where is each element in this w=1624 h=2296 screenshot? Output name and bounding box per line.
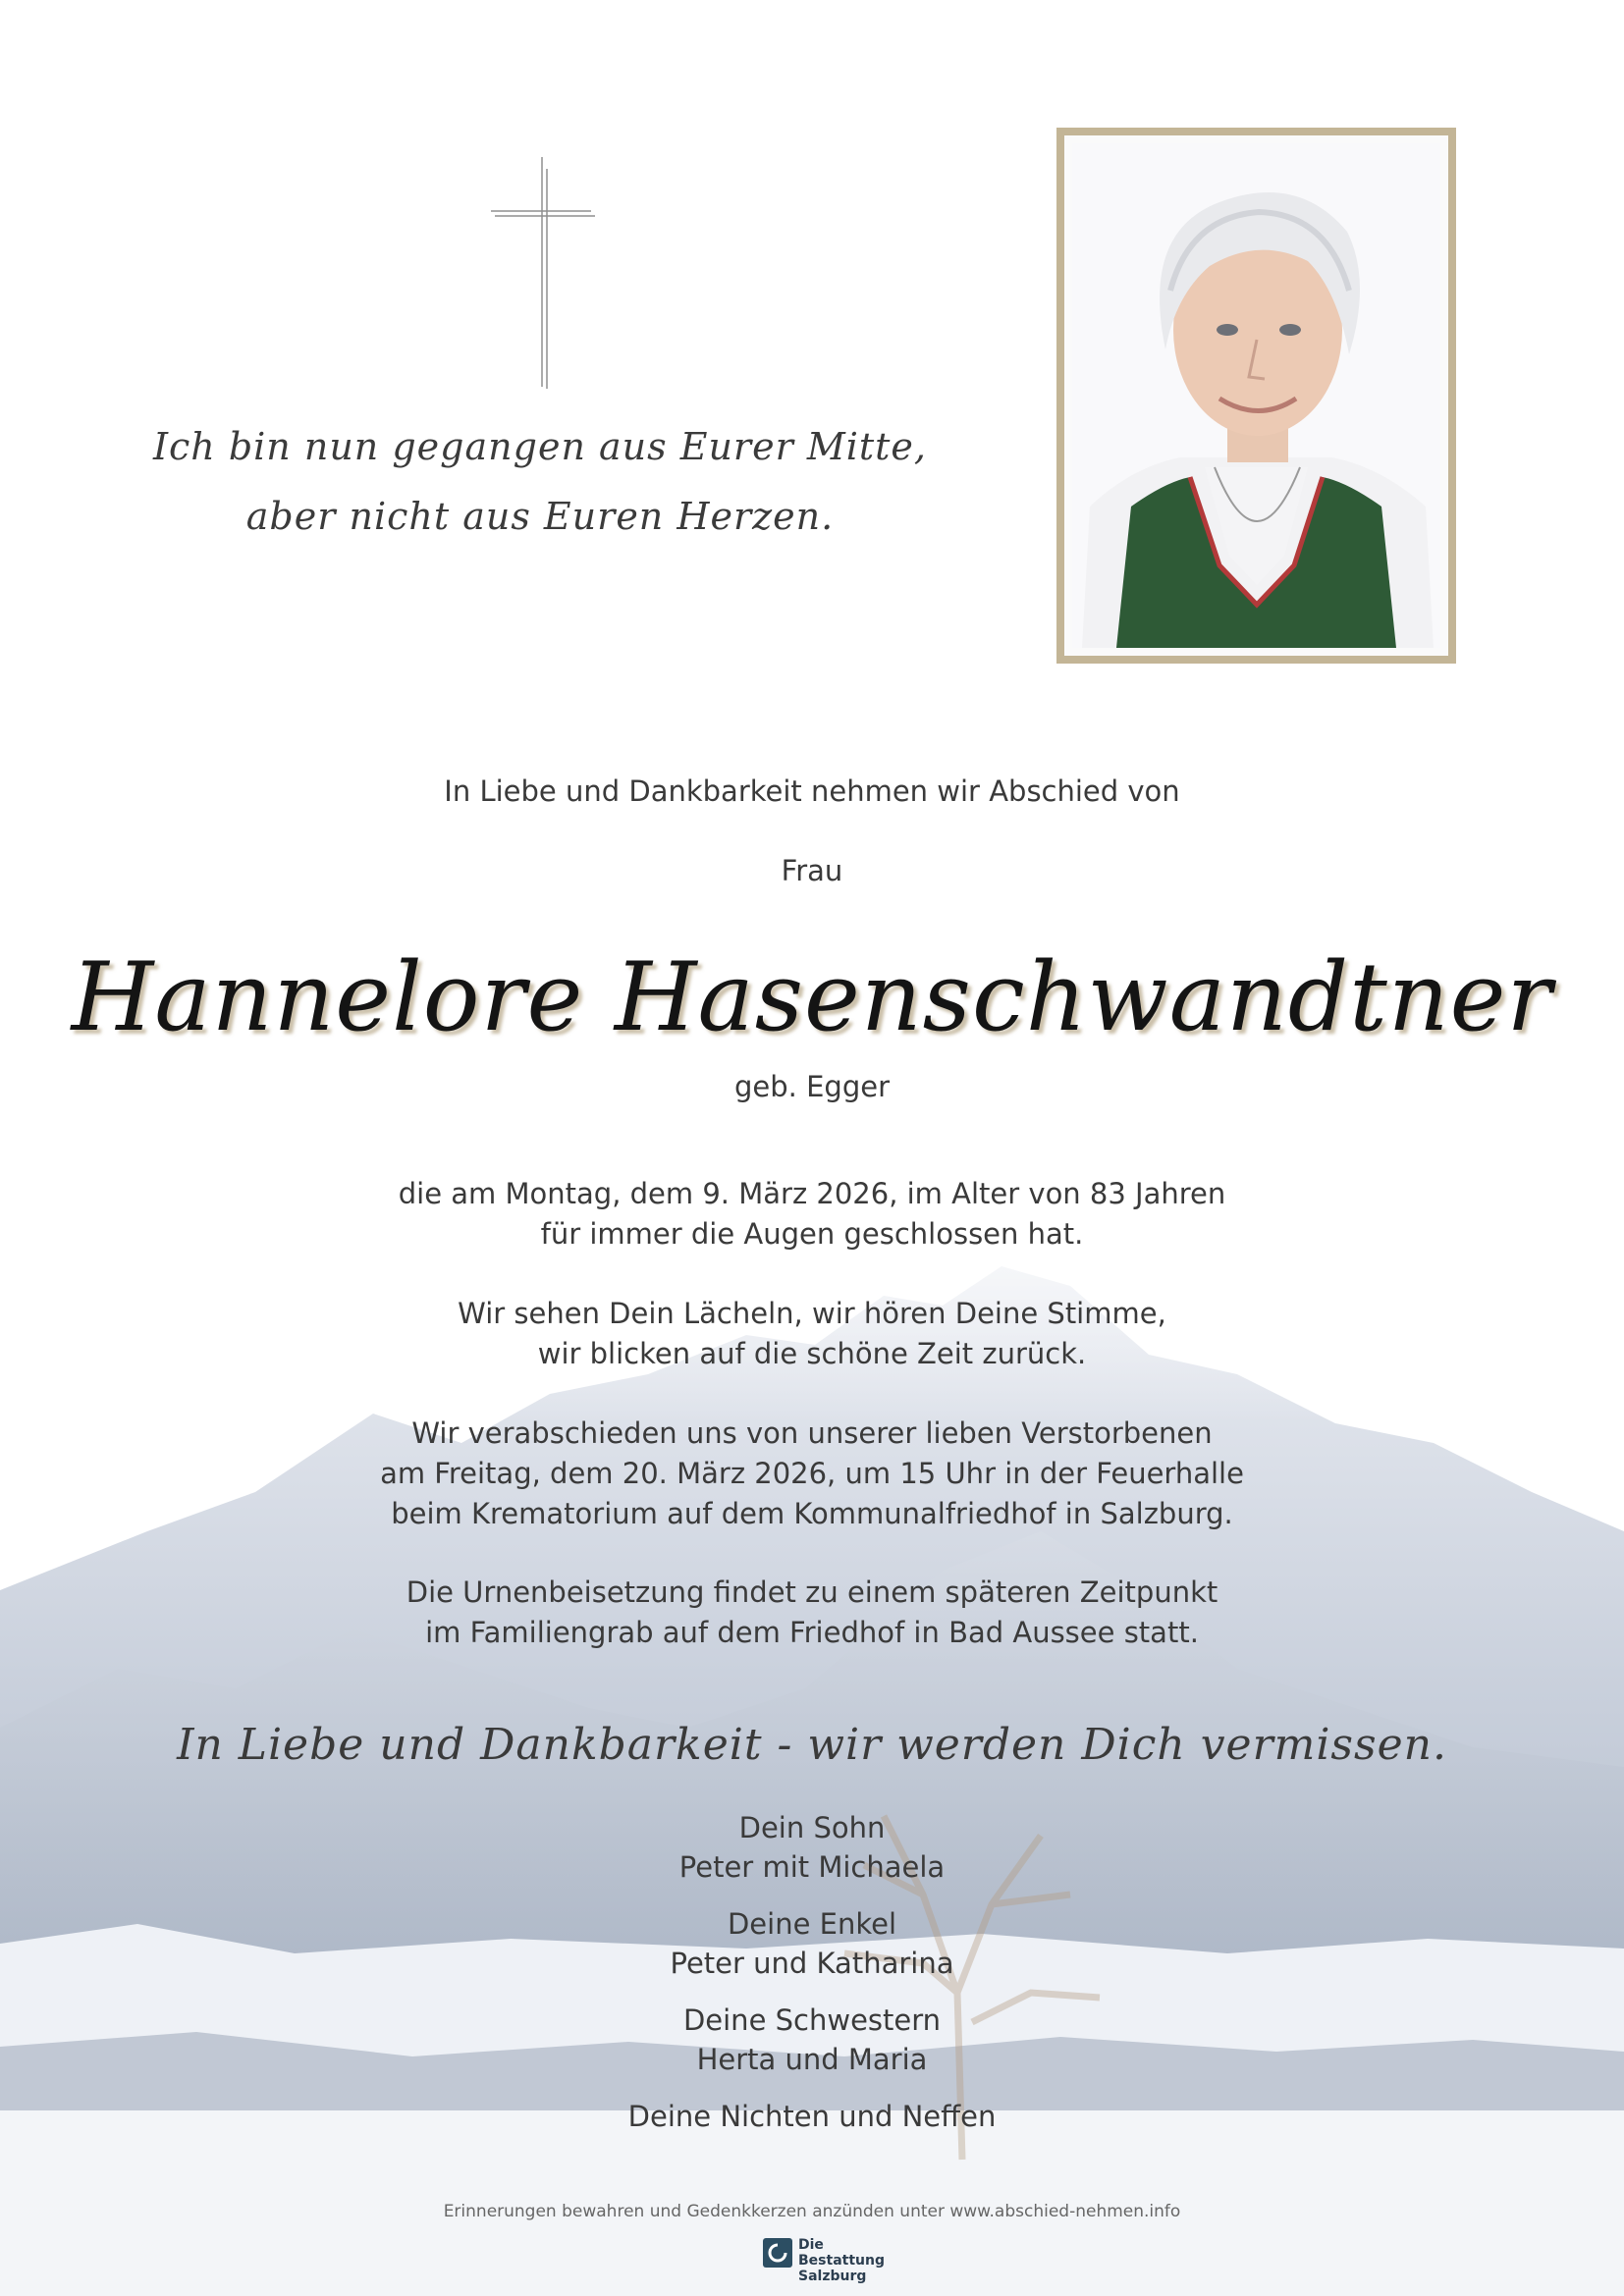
portrait-photo-frame xyxy=(1056,128,1456,664)
bestattung-logo xyxy=(763,2236,900,2284)
farewell-line-3: beim Krematorium auf dem Kommunalfriedhof in Salzburg. xyxy=(391,1497,1233,1530)
mourner-group xyxy=(0,2001,1624,2079)
mourner-group xyxy=(0,1904,1624,1983)
portrait-photo xyxy=(1072,143,1440,648)
mourner-relation: Deine Enkel xyxy=(727,1907,897,1941)
portrait-illustration xyxy=(1072,143,1440,648)
farewell-info xyxy=(0,1414,1624,1534)
verse-line-2: wir blicken auf die schöne Zeit zurück. xyxy=(537,1337,1087,1370)
death-notice-line-1: die am Montag, dem 9. März 2026, im Alter von 83 Jahren xyxy=(398,1177,1226,1210)
urn-line-2: im Familiengrab auf dem Friedhof in Bad Aussee statt. xyxy=(425,1616,1199,1649)
motto-quote xyxy=(147,412,933,552)
farewell-line-1: Wir verabschieden uns von unserer lieben Verstorbenen xyxy=(411,1416,1213,1450)
mourner-relation: Dein Sohn xyxy=(738,1811,886,1844)
mourner-group xyxy=(0,1808,1624,1887)
mourners-list xyxy=(0,1808,1624,2154)
motto-line-2: aber nicht aus Euren Herzen. xyxy=(245,495,835,538)
bestattung-logo-text xyxy=(798,2237,900,2284)
death-notice xyxy=(0,1174,1624,1255)
cross-icon xyxy=(489,155,597,391)
verse-line-1: Wir sehen Dein Lächeln, wir hören Deine Stimme, xyxy=(458,1297,1166,1330)
farewell-line-2: am Freitag, dem 20. März 2026, um 15 Uhr in der Feuerhalle xyxy=(380,1457,1244,1490)
verse xyxy=(0,1294,1624,1374)
mourner-group xyxy=(0,2097,1624,2136)
mourner-relation: Deine Nichten und Neffen xyxy=(627,2100,997,2133)
closing-line: In Liebe und Dankbarkeit - wir werden Dich vermissen. xyxy=(177,1720,1447,1770)
logo-line-2: Salzburg xyxy=(798,2269,867,2284)
logo-line-1: Die Bestattung xyxy=(798,2237,885,2269)
urn-burial-info xyxy=(0,1573,1624,1653)
intro-text: In Liebe und Dankbarkeit nehmen wir Abschied von xyxy=(444,774,1180,808)
bestattung-logo-icon xyxy=(763,2238,792,2268)
footer-memorial-link[interactable]: Erinnerungen bewahren und Gedenkkerzen anzünden unter www.abschied-nehmen.info xyxy=(443,2202,1181,2221)
motto-line-1: Ich bin nun gegangen aus Eurer Mitte, xyxy=(152,425,927,468)
mourner-relation: Deine Schwestern xyxy=(682,2003,942,2037)
urn-line-1: Die Urnenbeisetzung findet zu einem späteren Zeitpunkt xyxy=(406,1575,1218,1609)
mourner-names: Herta und Maria xyxy=(696,2043,928,2076)
salutation: Frau xyxy=(781,854,843,887)
deceased-name: Hannelore Hasenschwandtner xyxy=(71,942,1553,1052)
birth-name: geb. Egger xyxy=(734,1070,890,1103)
mourner-names: Peter mit Michaela xyxy=(678,1850,946,1884)
death-notice-line-2: für immer die Augen geschlossen hat. xyxy=(540,1217,1084,1251)
mourner-names: Peter und Katharina xyxy=(670,1947,954,1980)
